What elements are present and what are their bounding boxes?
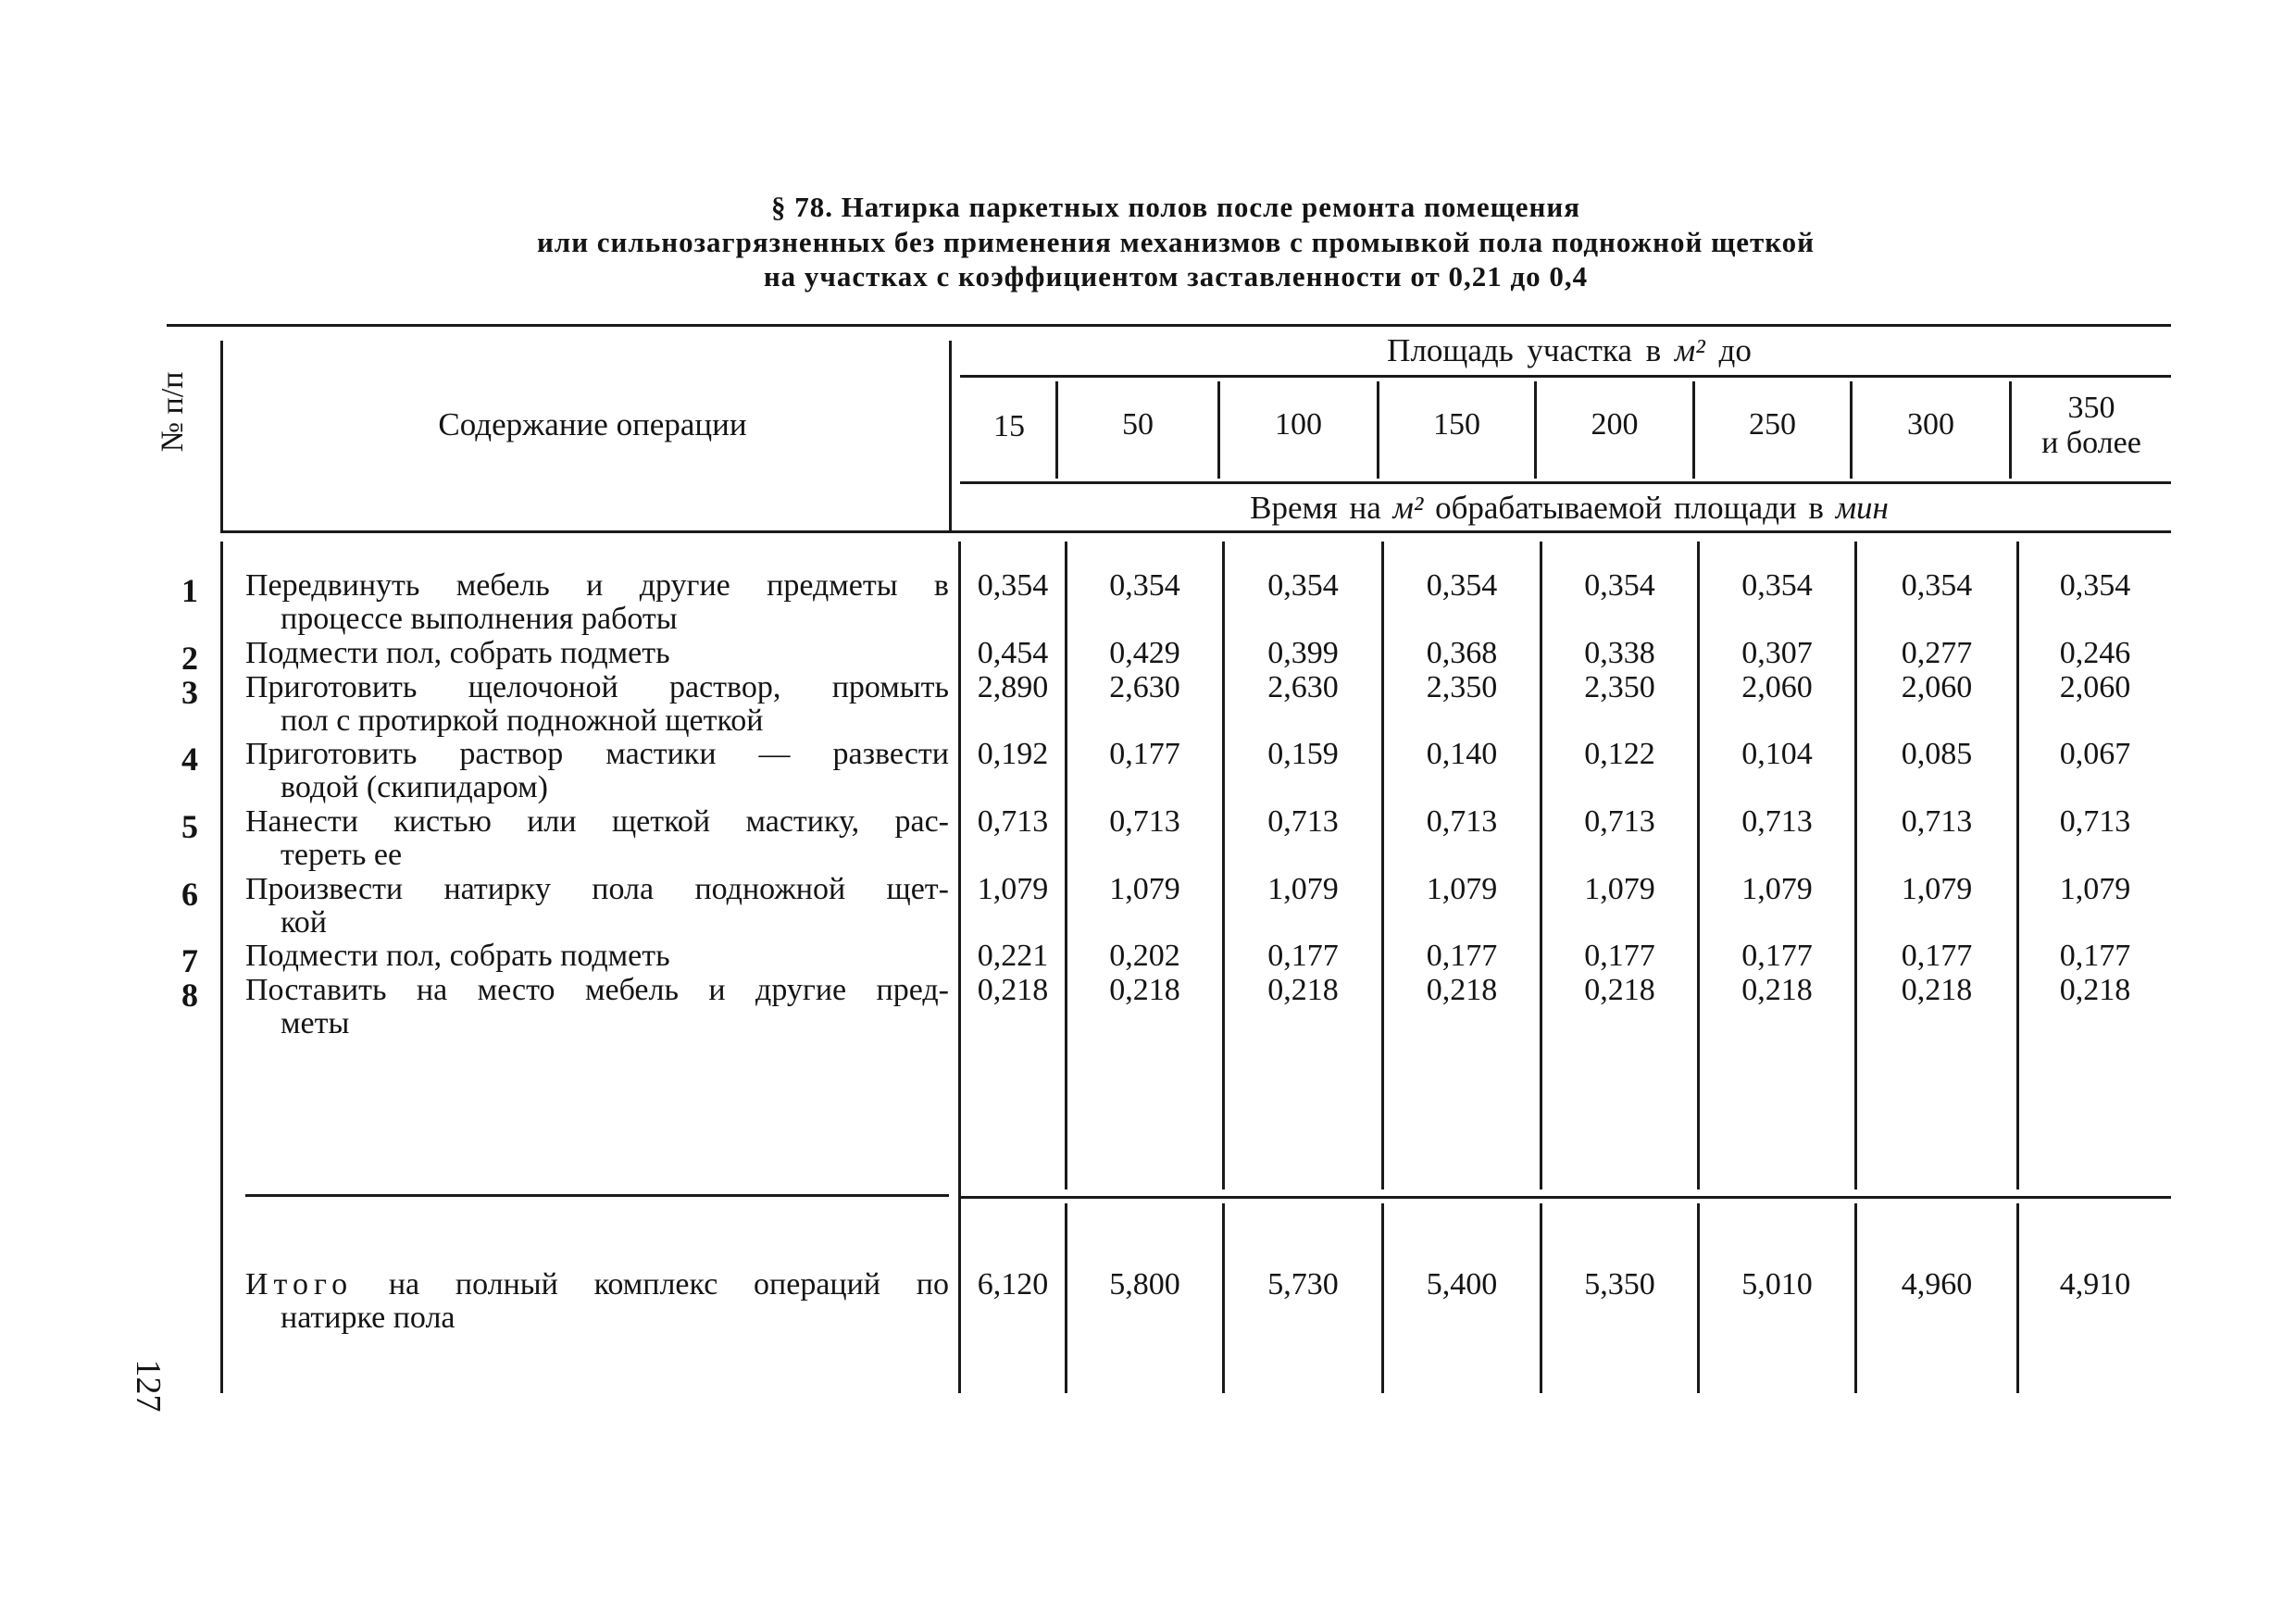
value-cell: 0,713 [1901,804,1973,839]
value-cell: 0,713 [1109,804,1180,839]
value-cell: 0,192 [977,737,1049,771]
value-cell: 0,218 [2059,973,2131,1007]
value-cell: 0,246 [2059,636,2131,670]
value-cell: 0,454 [977,636,1049,670]
value-cell: 0,218 [1109,973,1180,1007]
value-cell: 0,218 [1267,973,1339,1007]
total-value-cell: 5,730 [1267,1267,1339,1301]
operation-text: Произвести натирку пола подножной щет- кой [245,872,949,940]
value-cell: 0,354 [1584,568,1655,603]
header-col-350: 350 [2067,391,2115,425]
value-cell: 0,177 [1267,939,1339,973]
value-cell: 0,354 [1267,568,1339,603]
value-cell: 0,177 [1109,737,1180,771]
value-cell: 0,354 [1901,568,1973,603]
value-cell: 0,218 [1901,973,1973,1007]
header-col-250: 250 [1749,407,1796,442]
total-label: Итого на полный комплекс операций по натирке пола [245,1267,949,1335]
row-number: 2 [181,640,198,677]
value-cell: 0,713 [1267,804,1339,839]
value-cell: 0,221 [977,939,1049,973]
header-col-150: 150 [1433,407,1480,442]
value-cell: 0,713 [2059,804,2131,839]
value-cell: 0,177 [1901,939,1973,973]
value-cell: 0,177 [1426,939,1498,973]
value-cell: 0,218 [1426,973,1498,1007]
section-title-line-1: § 78. Натирка паркетных полов после ремонта помещения [770,191,1581,223]
value-cell: 1,079 [1426,872,1498,906]
row-number: 6 [181,876,198,913]
header-col-15: 15 [993,409,1025,443]
total-value-cell: 4,910 [2059,1267,2131,1301]
value-cell: 2,630 [1267,670,1339,704]
total-value-cell: 5,400 [1426,1267,1498,1301]
value-cell: 0,218 [1584,973,1655,1007]
total-value-cell: 6,120 [977,1267,1049,1301]
value-cell: 2,350 [1426,670,1498,704]
value-cell: 2,630 [1109,670,1180,704]
operation-text: Передвинуть мебель и другие предметы в процессе выполнения работы [245,568,949,636]
value-cell: 0,354 [1109,568,1180,603]
row-number: 3 [181,674,198,711]
value-cell: 0,277 [1901,636,1973,670]
value-cell: 1,079 [1901,872,1973,906]
value-cell: 0,104 [1741,737,1813,771]
value-cell: 0,140 [1426,737,1498,771]
operation-text: Подмести пол, собрать подметь [245,939,670,973]
value-cell: 0,338 [1584,636,1655,670]
value-cell: 0,218 [1741,973,1813,1007]
value-cell: 0,713 [1426,804,1498,839]
value-cell: 0,713 [977,804,1049,839]
value-cell: 0,218 [977,973,1049,1007]
operation-text: Приготовить раствор мастики — развести водой (скипидаром) [245,737,949,804]
value-cell: 0,202 [1109,939,1180,973]
section-title-line-3: на участках с коэффициентом заставленности от 0,21 до 0,4 [763,260,1589,293]
header-number: № п/п [156,371,190,453]
value-cell: 0,177 [2059,939,2131,973]
header-col-100: 100 [1275,407,1322,442]
row-number: 8 [181,977,198,1014]
total-value-cell: 5,350 [1584,1267,1655,1301]
header-area: Площадь участка в м² до [1387,332,1752,368]
row-number: 4 [181,741,198,778]
total-value-cell: 4,960 [1901,1267,1973,1301]
value-cell: 1,079 [1267,872,1339,906]
value-cell: 1,079 [2059,872,2131,906]
value-cell: 0,067 [2059,737,2131,771]
row-number: 1 [181,572,198,609]
value-cell: 1,079 [977,872,1049,906]
header-time: Время на м² обрабатываемой площади в мин [1250,490,1889,526]
value-cell: 0,713 [1741,804,1813,839]
header-col-350-extra: и более [2041,426,2141,460]
header-col-50: 50 [1122,407,1154,442]
total-value-cell: 5,010 [1741,1267,1813,1301]
value-cell: 2,350 [1584,670,1655,704]
operation-text: Подмести пол, собрать подметь [245,636,670,670]
operation-text: Приготовить щелочоной раствор, промыть пол с протиркой подножной щеткой [245,670,949,738]
value-cell: 0,159 [1267,737,1339,771]
page-number: 127 [129,1359,168,1413]
header-operation: Содержание операции [438,406,747,442]
value-cell: 0,354 [977,568,1049,603]
value-cell: 2,060 [1741,670,1813,704]
value-cell: 0,177 [1741,939,1813,973]
value-cell: 1,079 [1584,872,1655,906]
value-cell: 2,890 [977,670,1049,704]
value-cell: 1,079 [1741,872,1813,906]
value-cell: 0,085 [1901,737,1973,771]
value-cell: 2,060 [2059,670,2131,704]
value-cell: 0,177 [1584,939,1655,973]
header-col-300: 300 [1907,407,1954,442]
operation-text: Нанести кистью или щеткой мастику, рас- тереть ее [245,804,949,872]
value-cell: 0,354 [2059,568,2131,603]
row-number: 7 [181,942,198,979]
section-title-line-2: или сильнозагрязненных без применения механизмов с промывкой пола подножной щеткой [536,226,1816,258]
header-col-200: 200 [1591,407,1639,442]
value-cell: 0,354 [1426,568,1498,603]
value-cell: 0,368 [1426,636,1498,670]
value-cell: 2,060 [1901,670,1973,704]
value-cell: 0,122 [1584,737,1655,771]
operation-text: Поставить на место мебель и другие пред- меты [245,973,949,1040]
value-cell: 0,354 [1741,568,1813,603]
value-cell: 0,713 [1584,804,1655,839]
value-cell: 0,399 [1267,636,1339,670]
value-cell: 1,079 [1109,872,1180,906]
value-cell: 0,307 [1741,636,1813,670]
total-value-cell: 5,800 [1109,1267,1180,1301]
row-number: 5 [181,808,198,845]
value-cell: 0,429 [1109,636,1180,670]
